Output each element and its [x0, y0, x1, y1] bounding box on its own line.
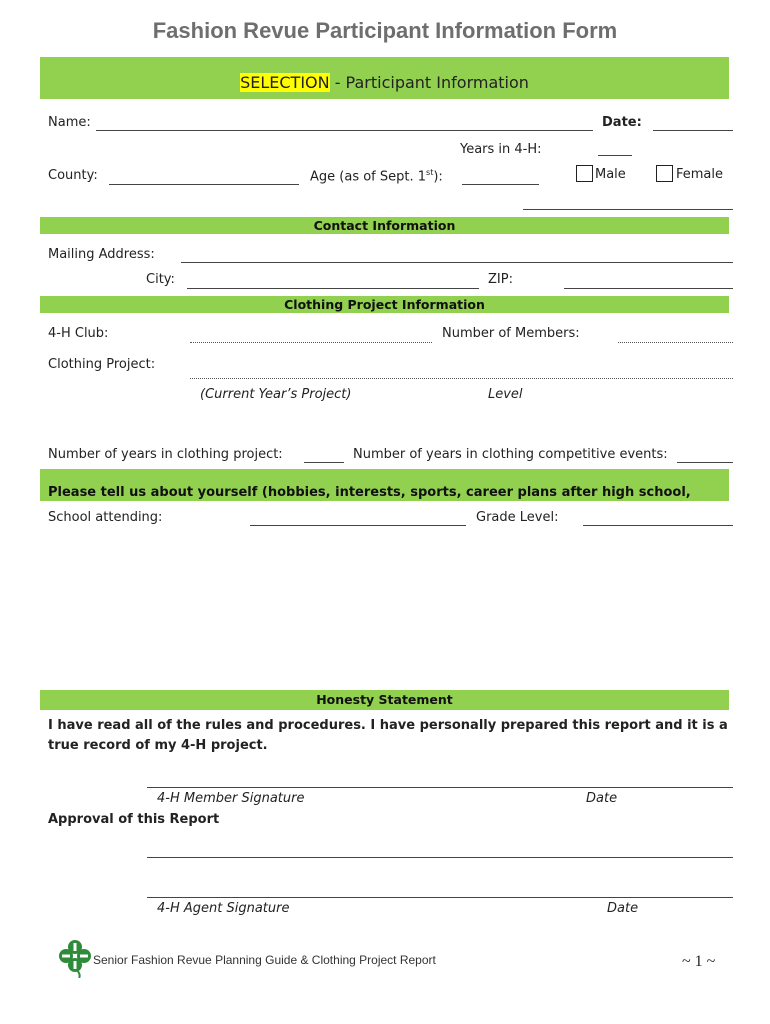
- clover-logo-icon: [57, 938, 93, 978]
- honesty-header: Honesty Statement: [40, 690, 729, 710]
- agent-signature-field[interactable]: [147, 897, 733, 898]
- grade-field[interactable]: [583, 525, 733, 526]
- zip-field[interactable]: [564, 288, 733, 289]
- male-label: Male: [595, 167, 626, 182]
- agent-date-caption: Date: [607, 901, 639, 916]
- female-checkbox[interactable]: [656, 165, 673, 182]
- current-year-caption: (Current Year’s Project): [200, 387, 352, 402]
- clothing-header: Clothing Project Information: [40, 296, 729, 313]
- approval-label: Approval of this Report: [48, 812, 220, 827]
- years-project-label: Number of years in clothing project:: [48, 447, 283, 462]
- selection-highlight: SELECTION: [240, 73, 330, 92]
- years-project-field[interactable]: [304, 462, 344, 463]
- age-field[interactable]: [462, 184, 539, 185]
- footer-text: Senior Fashion Revue Planning Guide & Clothing Project Report: [93, 953, 436, 967]
- county-field[interactable]: [109, 184, 299, 185]
- parent-signature-field[interactable]: [147, 857, 733, 858]
- grade-label: Grade Level:: [476, 510, 559, 525]
- member-signature-caption: 4-H Member Signature: [157, 791, 305, 806]
- years-in-4h-field[interactable]: [598, 155, 632, 156]
- years-competitive-label: Number of years in clothing competitive events:: [353, 447, 668, 462]
- school-label: School attending:: [48, 510, 163, 525]
- zip-label: ZIP:: [488, 272, 513, 287]
- age-label-end: ):: [433, 169, 443, 185]
- honesty-line-2: true record of my 4-H project.: [48, 738, 268, 753]
- name-label: Name:: [48, 115, 91, 130]
- member-signature-field[interactable]: [147, 787, 733, 788]
- age-label-text: Age (as of Sept. 1: [310, 169, 427, 185]
- page-title: Fashion Revue Participant Information Form: [152, 18, 618, 43]
- about-prompt: Please tell us about yourself (hobbies, interests, sports, career plans after high school,: [48, 485, 691, 500]
- extra-field[interactable]: [523, 209, 733, 210]
- date-field[interactable]: [653, 130, 733, 131]
- female-label: Female: [676, 167, 724, 182]
- name-field[interactable]: [96, 130, 593, 131]
- honesty-line-1: I have read all of the rules and procedures. I have personally prepared this report and it is a: [48, 718, 728, 733]
- members-field[interactable]: [618, 342, 733, 343]
- years-in-4h-label: Years in 4-H:: [460, 142, 542, 157]
- mailing-address-field[interactable]: [181, 262, 733, 263]
- members-label: Number of Members:: [442, 326, 580, 341]
- selection-header-rest: - Participant Information: [329, 73, 529, 92]
- city-label: City:: [146, 272, 175, 287]
- contact-header: Contact Information: [40, 217, 729, 234]
- county-label: County:: [48, 168, 98, 183]
- date-label: Date:: [602, 115, 642, 130]
- city-field[interactable]: [187, 288, 479, 289]
- club-label: 4-H Club:: [48, 326, 109, 341]
- selection-header: [40, 73, 729, 92]
- clothing-project-label: Clothing Project:: [48, 357, 156, 372]
- age-label-sup: st: [426, 168, 434, 177]
- agent-signature-caption: 4-H Agent Signature: [157, 901, 290, 916]
- level-caption: Level: [488, 387, 523, 402]
- age-label: [310, 168, 443, 184]
- school-field[interactable]: [250, 525, 466, 526]
- years-competitive-field[interactable]: [677, 462, 733, 463]
- clothing-project-field[interactable]: [190, 378, 733, 379]
- mailing-address-label: Mailing Address:: [48, 247, 155, 262]
- member-date-caption: Date: [586, 791, 618, 806]
- club-field[interactable]: [190, 342, 432, 343]
- page-number: ~ 1 ~: [682, 953, 716, 970]
- male-checkbox[interactable]: [576, 165, 593, 182]
